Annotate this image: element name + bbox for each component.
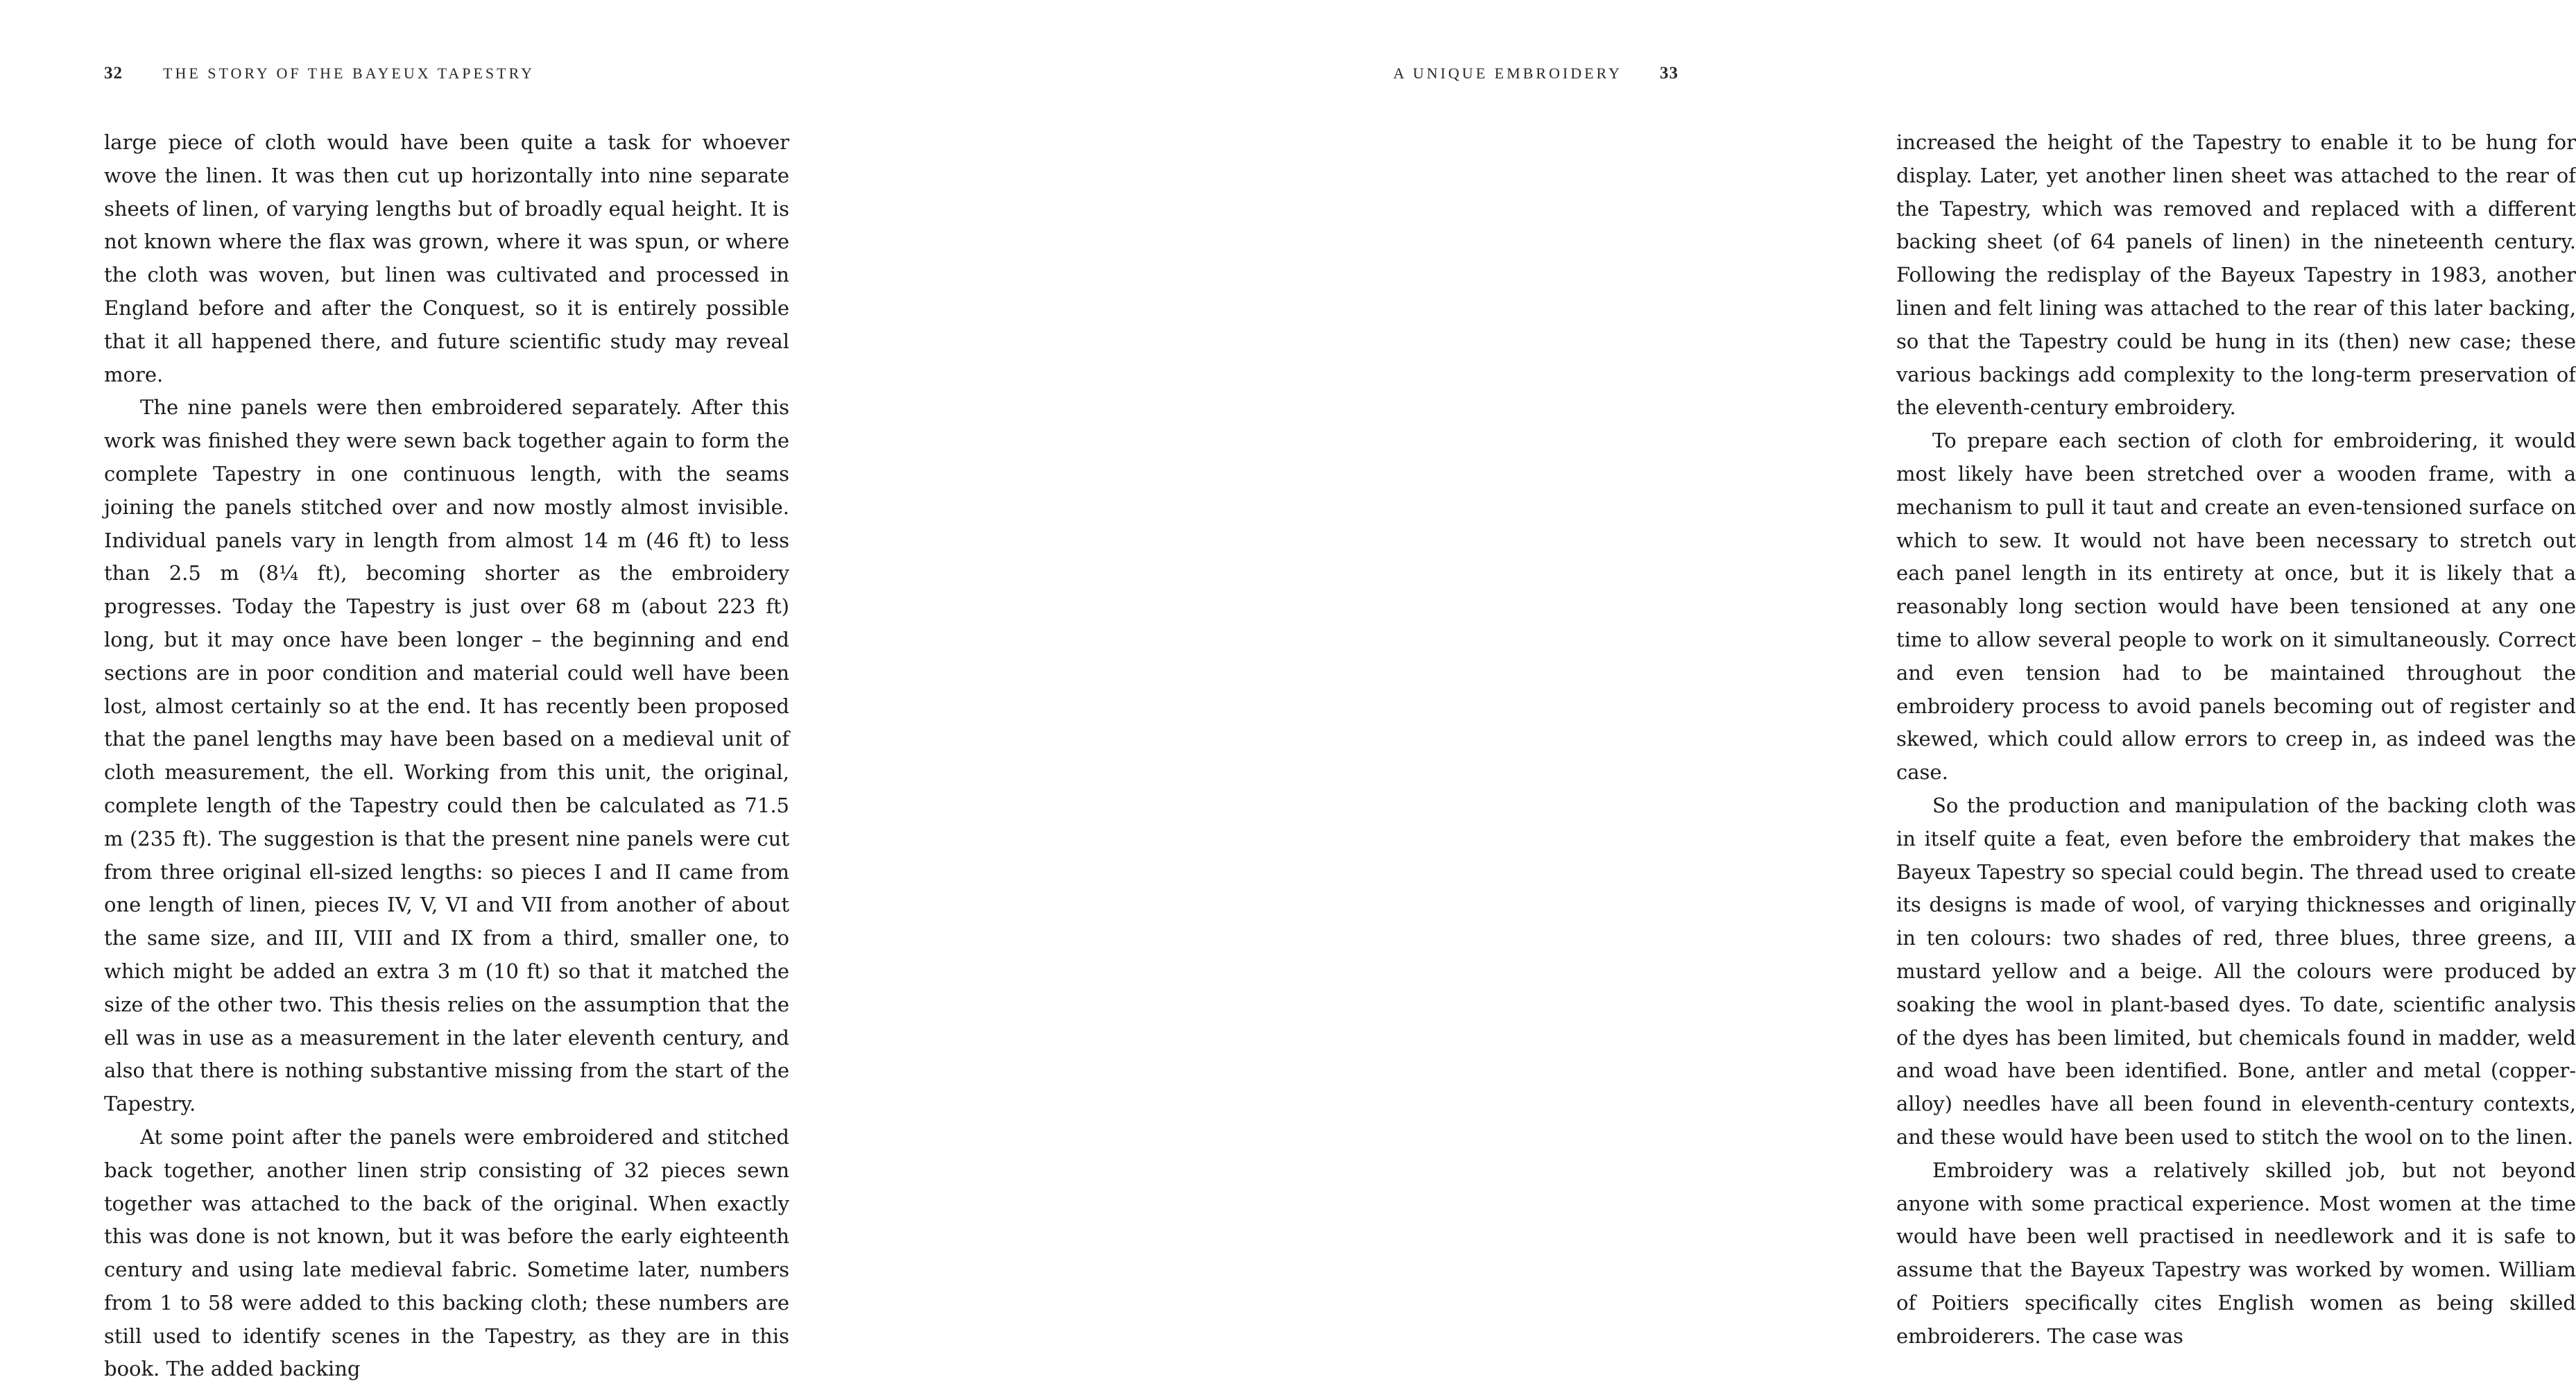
right-paragraph-1: increased the height of the Tapestry to enable it to be hung for display. Later, yet another linen sheet was attached to the rear of the Tapestry, which was removed and replaced with a different backing sheet (of 64 panels of linen) in the nineteenth century. Following the redisplay of the Bayeux Tapestry in 1983, another linen and felt lining was attached to the rear of this later backing, so that the Tapestry could be hung in its (then) new case; these various backings add complexity to the long-term preservation of the eleventh-century embroidery. (1896, 130, 2576, 420)
right-page (888, 0, 2576, 1363)
left-paragraph-1: large piece of cloth would have been quite a task for whoever wove the linen. It was then cut up horizontally into nine separate sheets of linen, of varying lengths but of broadly equal height. It is not known where the flax was grown, where it was spun, or where the cloth was woven, but linen was cultivated and processed in England before and after the Conquest, so it is entirely possible that it all happened there, and future scientific study may reveal more. (104, 130, 789, 386)
right-page-number: 33 (1660, 64, 1678, 83)
left-running-head (104, 64, 535, 83)
left-paragraph-2: The nine panels were then embroidered separately. After this work was finished they were sewn back together again to form the complete Tapestry in one continuous length, with the seams joining the panels stitched over and now mostly almost invisible. Individual panels vary in length from almost 14 m (46 ft) to less than 2.5 m (8¼ ft), becoming shorter as the embroidery progresses. Today the Tapestry is just over 68 m (about 223 ft) long, but it may once have been longer – the beginning and end sections are in poor condition and material could well have been lost, almost certainly so at the end. It has recently been proposed that the panel lengths may have been based on a medieval unit of cloth measurement, the ell. Working from this unit, the original, complete length of the Tapestry could then be calculated as 71.5 m (235 ft). The suggestion is that the present nine panels were cut from three original ell-sized lengths: so pieces I and II came from one length of linen, pieces IV, V, VI and VII from another of about the same size, and III, VIII and IX from a third, smaller one, to which might be added an extra 3 m (10 ft) so that it matched the size of the other two. This thesis relies on the assumption that the ell was in use as a measurement in the later eleventh century, and also that there is nothing substantive missing from the start of the Tapestry. (104, 395, 789, 1116)
right-paragraph-3: So the production and manipulation of the backing cloth was in itself quite a feat, even before the embroidery that makes the Bayeux Tapestry so special could begin. The thread used to create its designs is made of wool, of varying thicknesses and originally in ten colours: two shades of red, three blues, three greens, a mustard yellow and a beige. All the colours were produced by soaking the wool in plant-based dyes. To date, scientific analysis of the dyes has been limited, but chemicals found in madder, weld and woad have been identified. Bone, antler and metal (copper-alloy) needles have all been found in eleventh-century contexts, and these would have been used to stitch the wool on to the linen. (1896, 793, 2576, 1149)
left-body-text (104, 126, 789, 1386)
right-running-head (1393, 64, 1678, 83)
left-page (0, 0, 888, 1381)
left-page-number: 32 (104, 64, 123, 83)
right-paragraph-2: To prepare each section of cloth for embroidering, it would most likely have been stretched over a wooden frame, with a mechanism to pull it taut and create an even-tensioned surface on which to sew. It would not have been necessary to stretch out each panel length in its entirety at once, but it is likely that a reasonably long section would have been tensioned at any one time to allow several people to work on it simultaneously. Correct and even tension had to be maintained throughout the embroidery process to avoid panels becoming out of register and skewed, which could allow errors to creep in, as indeed was the case. (1896, 429, 2576, 785)
right-body-text (1896, 126, 2576, 1353)
right-running-title: A UNIQUE EMBROIDERY (1393, 65, 1622, 82)
left-paragraph-3: At some point after the panels were embroidered and stitched back together, another linen strip consisting of 32 pieces sewn together was attached to the back of the original. When exactly this was done is not known, but it was before the early eighteenth century and using late medieval fabric. Sometime later, numbers from 1 to 58 were added to this backing cloth; these numbers are still used to identify scenes in the Tapestry, as they are in this book. The added backing (104, 1124, 789, 1381)
right-paragraph-4: Embroidery was a relatively skilled job, but not beyond anyone with some practical experience. Most women at the time would have been well practised in needlework and it is safe to assume that the Bayeux Tapestry was worked by women. William of Poitiers specifically cites English women as being skilled embroiderers. The case was (1896, 1158, 2576, 1348)
left-running-title: THE STORY OF THE BAYEUX TAPESTRY (163, 65, 535, 82)
